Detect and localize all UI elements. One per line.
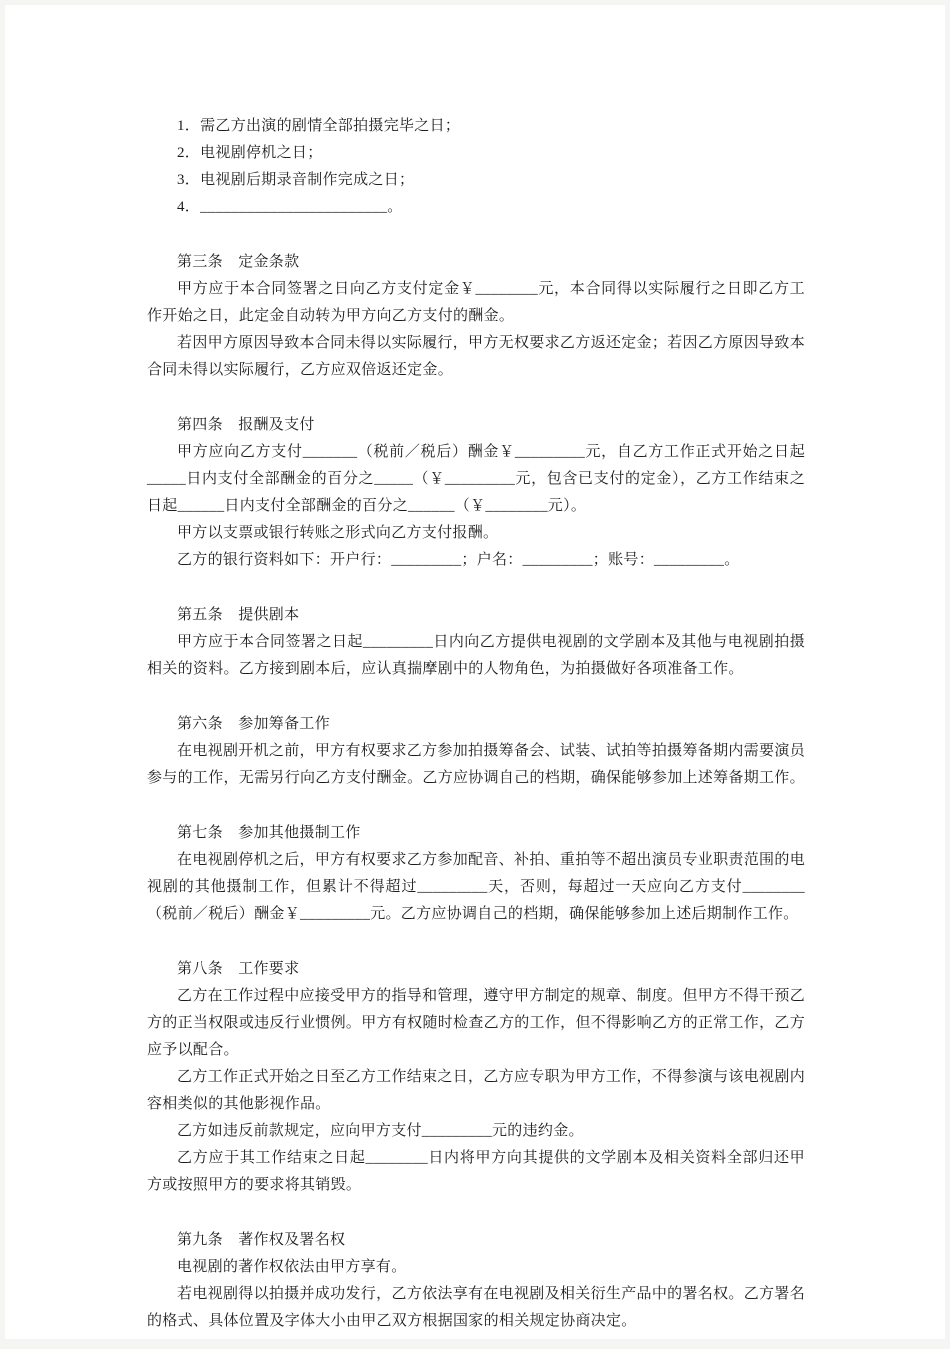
paragraph: 甲方以支票或银行转账之形式向乙方支付报酬。: [177, 525, 499, 541]
paragraph: 若因甲方原因导致本合同未得以实际履行，甲方无权要求乙方返还定金；若因乙方原因导致本合同未得以实际履行，乙方应双倍返还定金。: [147, 335, 805, 378]
clause-heading: 第七条 参加其他摄制工作: [177, 825, 361, 841]
paragraph: 在电视剧停机之后，甲方有权要求乙方参加配音、补拍、重拍等不超出演员专业职责范围的电视剧的其他摄制工作，但累计不得超过_________天，否则，每超过一天应向乙方支付________（税前／税后）酬金￥_________元。乙方应协调自己的档期，确保能够参加上述后期制作工作。: [147, 852, 805, 922]
paragraph: 若电视剧得以拍摄并成功发行，乙方依法享有在电视剧及相关衍生产品中的署名权。乙方署名的格式、具体位置及字体大小由甲乙双方根据国家的相关规定协商决定。: [147, 1286, 805, 1329]
paragraph: 乙方如违反前款规定，应向甲方支付_________元的违约金。: [177, 1123, 584, 1139]
paragraph: 在电视剧开机之前，甲方有权要求乙方参加拍摄筹备会、试装、试拍等拍摄筹备期内需要演员参与的工作，无需另行向乙方支付酬金。乙方应协调自己的档期，确保能够参加上述筹备期工作。: [147, 743, 805, 786]
paragraph: 甲方应向乙方支付_______（税前／税后）酬金￥_________元，自乙方工作正式开始之日起_____日内支付全部酬金的百分之_____（￥_________元，包含已支付的定金），乙方工作结束之日起______日内支付全部酬金的百分之______（￥________元）。: [147, 444, 805, 514]
list-item: 2．电视剧停机之日；: [177, 145, 323, 161]
paragraph: 电视剧的著作权依法由甲方享有。: [177, 1259, 407, 1275]
document-page: [5, 5, 945, 1339]
clause-heading: 第四条 报酬及支付: [177, 417, 315, 433]
contract-document: [5, 5, 945, 1339]
paragraph: 甲方应于本合同签署之日起_________日内向乙方提供电视剧的文学剧本及其他与电视剧拍摄相关的资料。乙方接到剧本后，应认真揣摩剧中的人物角色，为拍摄做好各项准备工作。: [147, 634, 805, 677]
clause-heading: 第三条 定金条款: [177, 254, 300, 270]
clause-heading: 第九条 著作权及署名权: [177, 1232, 346, 1248]
paragraph: 乙方应于其工作结束之日起________日内将甲方向其提供的文学剧本及相关资料全部归还甲方或按照甲方的要求将其销毁。: [147, 1150, 805, 1193]
paragraph: 乙方工作正式开始之日至乙方工作结束之日，乙方应专职为甲方工作，不得参演与该电视剧内容相类似的其他影视作品。: [147, 1069, 805, 1112]
clause-heading: 第五条 提供剧本: [177, 607, 300, 623]
clause-heading: 第六条 参加筹备工作: [177, 716, 331, 732]
paragraph: 乙方的银行资料如下：开户行：_________；户名：_________；账号：_________。: [177, 552, 740, 568]
list-item: 1．需乙方出演的剧情全部拍摄完毕之日；: [177, 118, 461, 134]
list-item: 3．电视剧后期录音制作完成之日；: [177, 172, 415, 188]
list-item: 4．________________________。: [177, 199, 403, 215]
paragraph: 乙方在工作过程中应接受甲方的指导和管理，遵守甲方制定的规章、制度。但甲方不得干预乙方的正当权限或违反行业惯例。甲方有权随时检查乙方的工作，但不得影响乙方的正常工作，乙方应予以配合。: [147, 988, 805, 1058]
clause-heading: 第八条 工作要求: [177, 961, 300, 977]
paragraph: 甲方应于本合同签署之日向乙方支付定金￥________元，本合同得以实际履行之日即乙方工作开始之日，此定金自动转为甲方向乙方支付的酬金。: [147, 281, 805, 324]
